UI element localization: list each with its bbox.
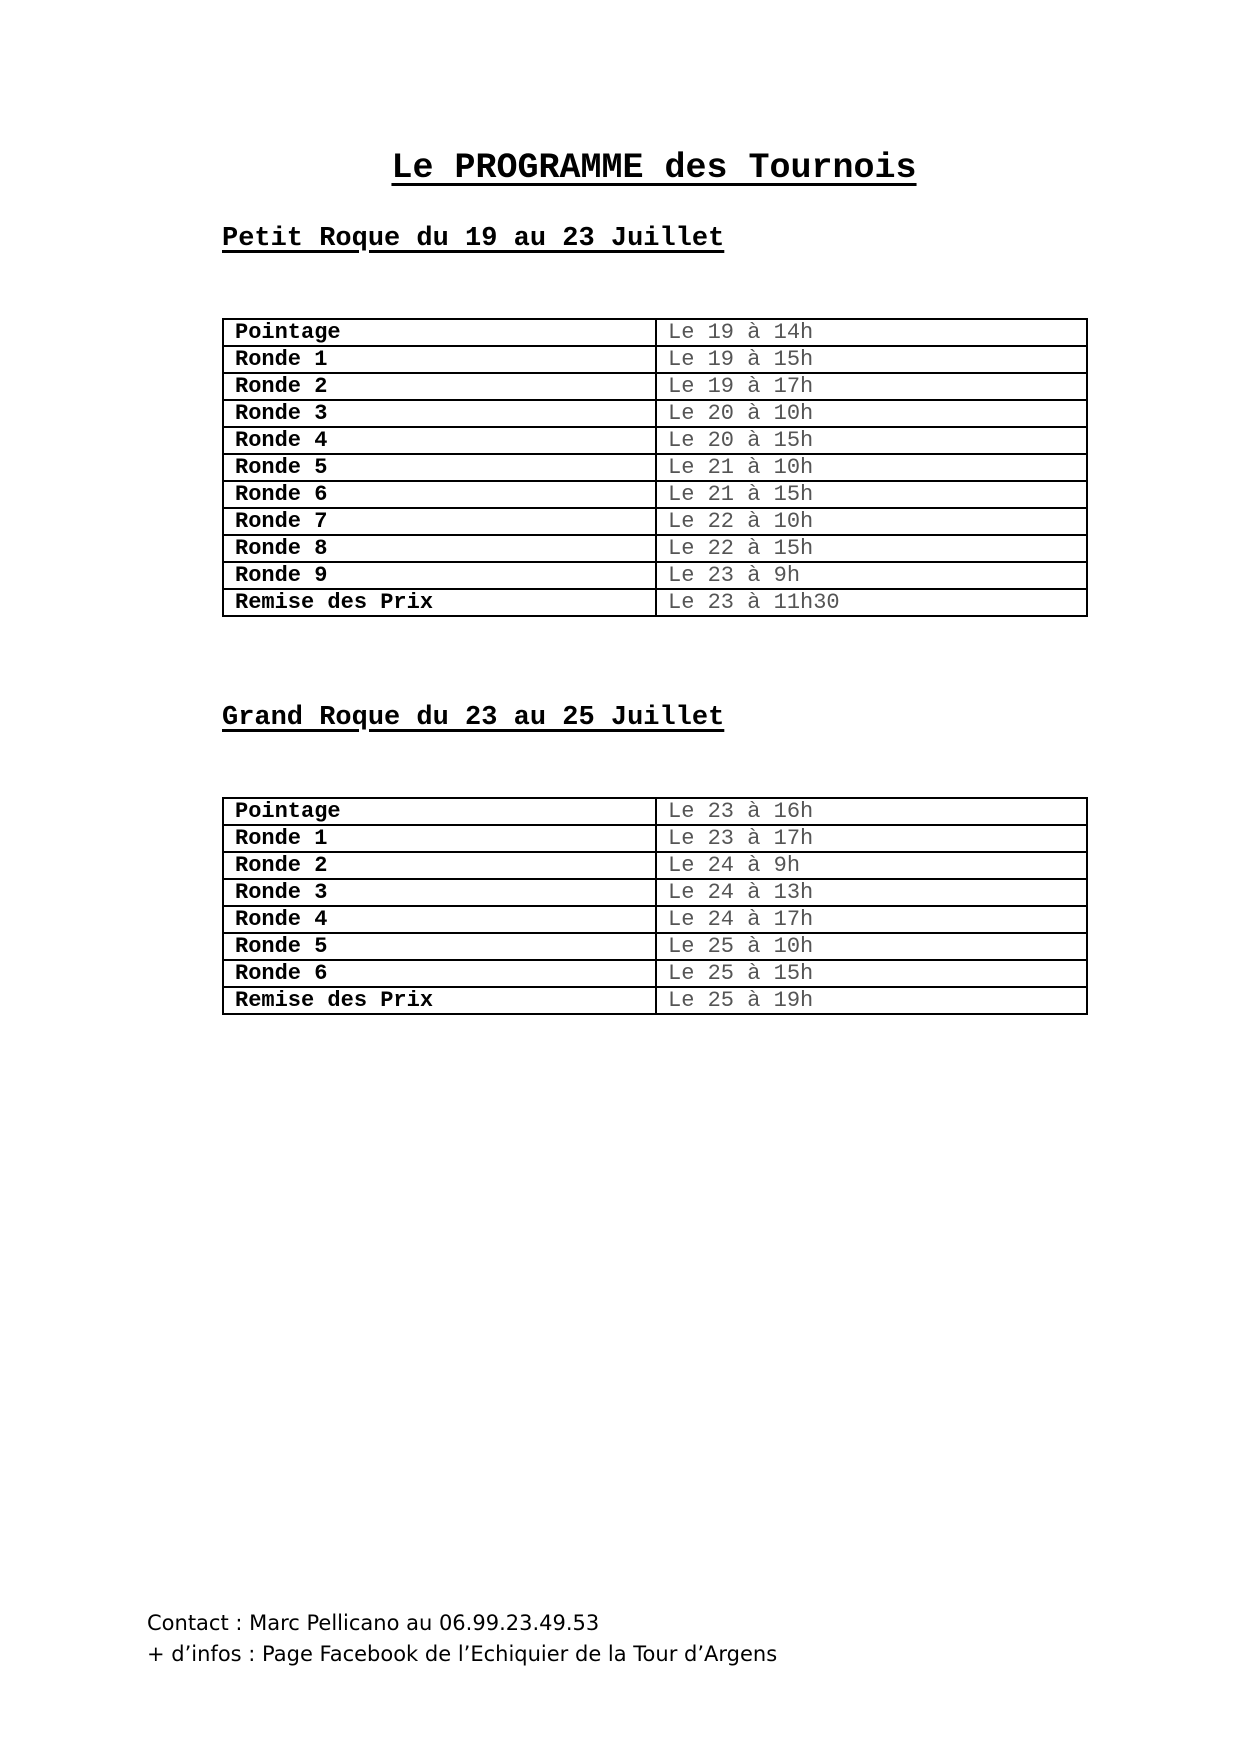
event-cell: Ronde 4: [223, 427, 656, 454]
footer-infos: + d’infos : Page Facebook de l’Echiquier de la Tour d’Argens: [147, 1642, 778, 1666]
event-cell: Ronde 6: [223, 481, 656, 508]
table-row: [223, 906, 1087, 933]
time-cell: Le 24 à 13h: [656, 879, 1087, 906]
table-row: [223, 933, 1087, 960]
table-row: [223, 508, 1087, 535]
event-cell: Ronde 7: [223, 508, 656, 535]
table-row: [223, 454, 1087, 481]
time-cell: Le 22 à 10h: [656, 508, 1087, 535]
table-row: [223, 879, 1087, 906]
event-cell: Remise des Prix: [223, 589, 656, 616]
section-title-petit-roque: Petit Roque du 19 au 23 Juillet: [222, 224, 725, 254]
table-row: [223, 373, 1087, 400]
event-cell: Ronde 5: [223, 454, 656, 481]
event-cell: Ronde 1: [223, 825, 656, 852]
time-cell: Le 25 à 10h: [656, 933, 1087, 960]
event-cell: Ronde 4: [223, 906, 656, 933]
time-cell: Le 23 à 16h: [656, 798, 1087, 825]
page-title: [0, 148, 1240, 188]
table-row: [223, 987, 1087, 1014]
schedule-table-petit-roque: [222, 318, 1088, 617]
table-row: [223, 825, 1087, 852]
table-row: [223, 798, 1087, 825]
page-title-text: Le PROGRAMME des Tournois: [391, 148, 917, 188]
event-cell: Pointage: [223, 798, 656, 825]
event-cell: Ronde 8: [223, 535, 656, 562]
event-cell: Ronde 1: [223, 346, 656, 373]
time-cell: Le 23 à 17h: [656, 825, 1087, 852]
table-row: [223, 319, 1087, 346]
time-cell: Le 23 à 9h: [656, 562, 1087, 589]
table-row: [223, 852, 1087, 879]
event-cell: Remise des Prix: [223, 987, 656, 1014]
time-cell: Le 21 à 15h: [656, 481, 1087, 508]
event-cell: Ronde 3: [223, 400, 656, 427]
table-row: [223, 535, 1087, 562]
time-cell: Le 24 à 17h: [656, 906, 1087, 933]
time-cell: Le 25 à 19h: [656, 987, 1087, 1014]
table-row: [223, 481, 1087, 508]
table-row: [223, 346, 1087, 373]
event-cell: Ronde 6: [223, 960, 656, 987]
event-cell: Pointage: [223, 319, 656, 346]
table-row: [223, 960, 1087, 987]
time-cell: Le 20 à 10h: [656, 400, 1087, 427]
table-row: [223, 427, 1087, 454]
time-cell: Le 19 à 15h: [656, 346, 1087, 373]
time-cell: Le 20 à 15h: [656, 427, 1087, 454]
event-cell: Ronde 5: [223, 933, 656, 960]
section-title-grand-roque: Grand Roque du 23 au 25 Juillet: [222, 703, 725, 733]
time-cell: Le 23 à 11h30: [656, 589, 1087, 616]
table-row: [223, 562, 1087, 589]
event-cell: Ronde 3: [223, 879, 656, 906]
table-row: [223, 400, 1087, 427]
event-cell: Ronde 2: [223, 852, 656, 879]
schedule-table-grand-roque: [222, 797, 1088, 1015]
time-cell: Le 19 à 14h: [656, 319, 1087, 346]
time-cell: Le 21 à 10h: [656, 454, 1087, 481]
time-cell: Le 22 à 15h: [656, 535, 1087, 562]
event-cell: Ronde 2: [223, 373, 656, 400]
time-cell: Le 24 à 9h: [656, 852, 1087, 879]
footer-contact: Contact : Marc Pellicano au 06.99.23.49.53: [147, 1611, 600, 1635]
table-row: [223, 589, 1087, 616]
time-cell: Le 25 à 15h: [656, 960, 1087, 987]
time-cell: Le 19 à 17h: [656, 373, 1087, 400]
event-cell: Ronde 9: [223, 562, 656, 589]
